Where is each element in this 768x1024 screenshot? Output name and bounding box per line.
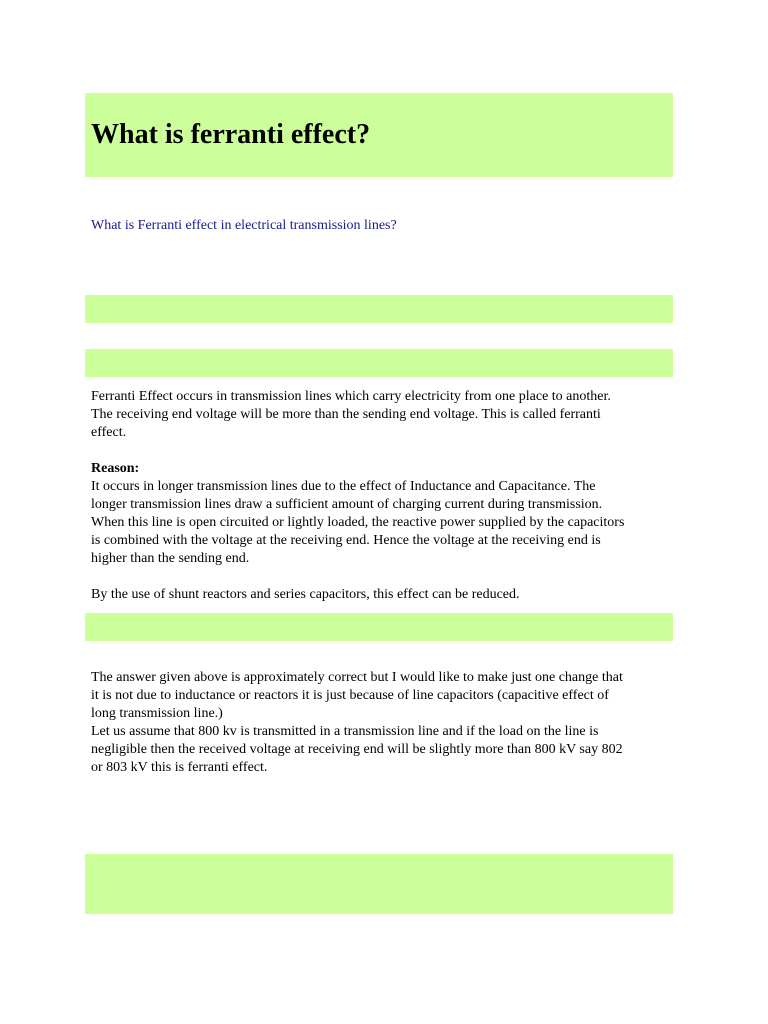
reason-heading: Reason: [91, 461, 140, 476]
paragraph-spacer [91, 568, 671, 586]
title-banner [85, 93, 673, 177]
answer-line: longer transmission lines draw a sufficient amount of charging current during transmission. [91, 497, 603, 512]
answer-line: effect. [91, 425, 127, 440]
divider-band [85, 349, 673, 377]
answer-line: higher than the sending end. [91, 551, 250, 566]
answer-line: Ferranti Effect occurs in transmission lines which carry electricity from one place to another. [91, 389, 611, 404]
footer-band [85, 854, 673, 914]
answer-line: is combined with the voltage at the receiving end. Hence the voltage at the receiving end is [91, 533, 601, 548]
answer-line: long transmission line.) [91, 706, 223, 721]
answer-line: The receiving end voltage will be more than the sending end voltage. This is called ferranti [91, 407, 601, 422]
divider-band [85, 295, 673, 323]
answer-closing-line: By the use of shunt reactors and series capacitors, this effect can be reduced. [91, 587, 520, 602]
answer-block [91, 388, 671, 604]
answer-block [91, 669, 671, 777]
paragraph-spacer [91, 442, 671, 460]
answer-line: or 803 kV this is ferranti effect. [91, 760, 268, 775]
answer-line: It occurs in longer transmission lines due to the effect of Inductance and Capacitance. The [91, 479, 596, 494]
page-title: What is ferranti effect? [91, 119, 371, 150]
answer-line: When this line is open circuited or lightly loaded, the reactive power supplied by the capacitors [91, 515, 625, 530]
answer-line: Let us assume that 800 kv is transmitted in a transmission line and if the load on the line is [91, 724, 599, 739]
answer-line: The answer given above is approximately correct but I would like to make just one change that [91, 670, 623, 685]
answer-line: negligible then the received voltage at receiving end will be slightly more than 800 kV say 802 [91, 742, 623, 757]
answer-line: it is not due to inductance or reactors it is just because of line capacitors (capacitive effect of [91, 688, 609, 703]
question-text: What is Ferranti effect in electrical transmission lines? [91, 218, 397, 233]
divider-band [85, 613, 673, 641]
